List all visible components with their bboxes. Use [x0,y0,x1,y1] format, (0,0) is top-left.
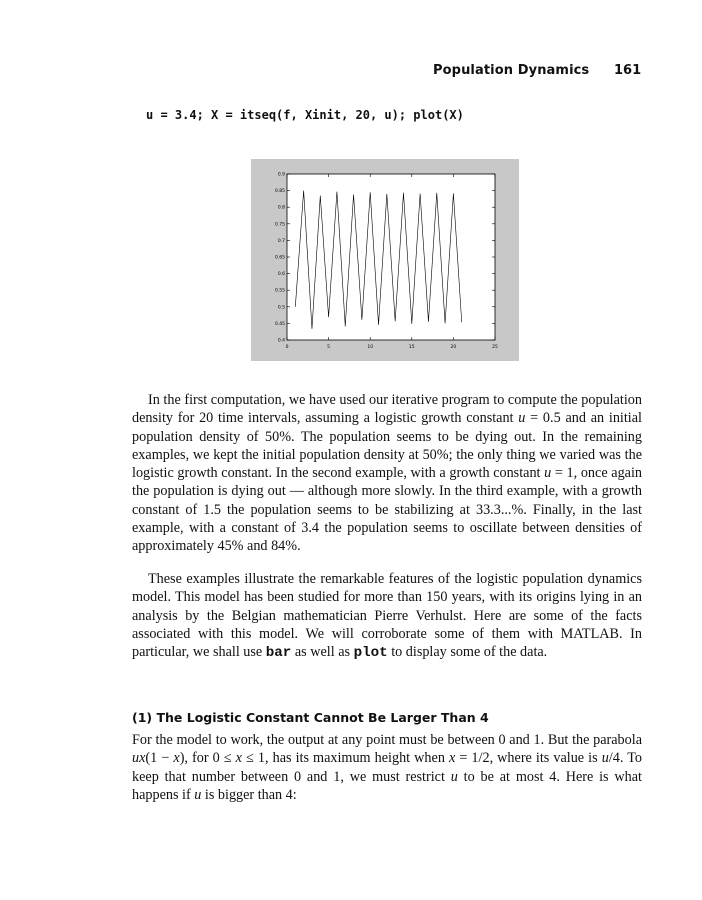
x-tick-label: 15 [408,345,415,350]
y-tick-label: 0.7 [277,238,285,244]
x-tick-label: 20 [450,345,457,350]
y-tick-label: 0.8 [277,205,285,211]
running-title: Population Dynamics [433,63,590,78]
y-tick-label: 0.4 [277,338,285,344]
matlab-command: u = 3.4; X = itseq(f, Xinit, 20, u); plot(X) [146,108,464,122]
y-tick-label: 0.85 [274,189,285,195]
y-tick-label: 0.75 [274,222,285,228]
page-number: 161 [614,63,642,78]
plot-figure [251,159,519,361]
x-tick-label: 5 [327,345,331,350]
paragraph-1: In the first computation, we have used our iterative program to compute the population density for 20 time intervals, assuming a logistic growth constant u = 0.5 and an initial population density of 50%. The population seems to be dying out. In the remaining examples, we kept the initial population density at 50%; the only thing we varied was the logistic growth constant. In the second example, with a growth constant u = 1, once again the population is dying out — although more slowly. In the third example, with a growth constant of 1.5 the population seems to be stabilizing at 33.3...%. Finally, in the last example, with a constant of 3.4 the population seems to oscillate between densities of approximately 45% and 84%. [132,392,642,555]
y-tick-label: 0.45 [274,321,285,327]
line-chart [251,159,519,361]
paragraph-2: These examples illustrate the remarkable features of the logistic population dynamics model. This model has been studied for more than 150 years, with its origins lying in an analysis by the Belgian mathematician Pierre Verhulst. Here are some of the facts associated with this model. We will corroborate some of them with MATLAB. In particular, we shall use bar as well as plot to display some of the data. [132,571,642,662]
section-heading: (1) The Logistic Constant Cannot Be Larger Than 4 [132,710,489,725]
y-tick-label: 0.65 [274,255,285,261]
y-tick-label: 0.6 [277,272,285,278]
y-tick-label: 0.5 [277,305,285,311]
y-tick-label: 0.55 [274,288,285,294]
x-tick-label: 10 [367,345,374,350]
y-tick-label: 0.9 [277,172,285,178]
paragraph-3: For the model to work, the output at any point must be between 0 and 1. But the parabola ux(1 − x), for 0 ≤ x ≤ 1, has its maximum height when x = 1/2, where its value is u/4. To keep that number between 0 and 1, we must restrict u to be at most 4. Here is what happens if u is bigger than 4: [132,732,642,803]
x-tick-label: 25 [492,345,498,350]
x-tick-label: 0 [285,345,289,350]
